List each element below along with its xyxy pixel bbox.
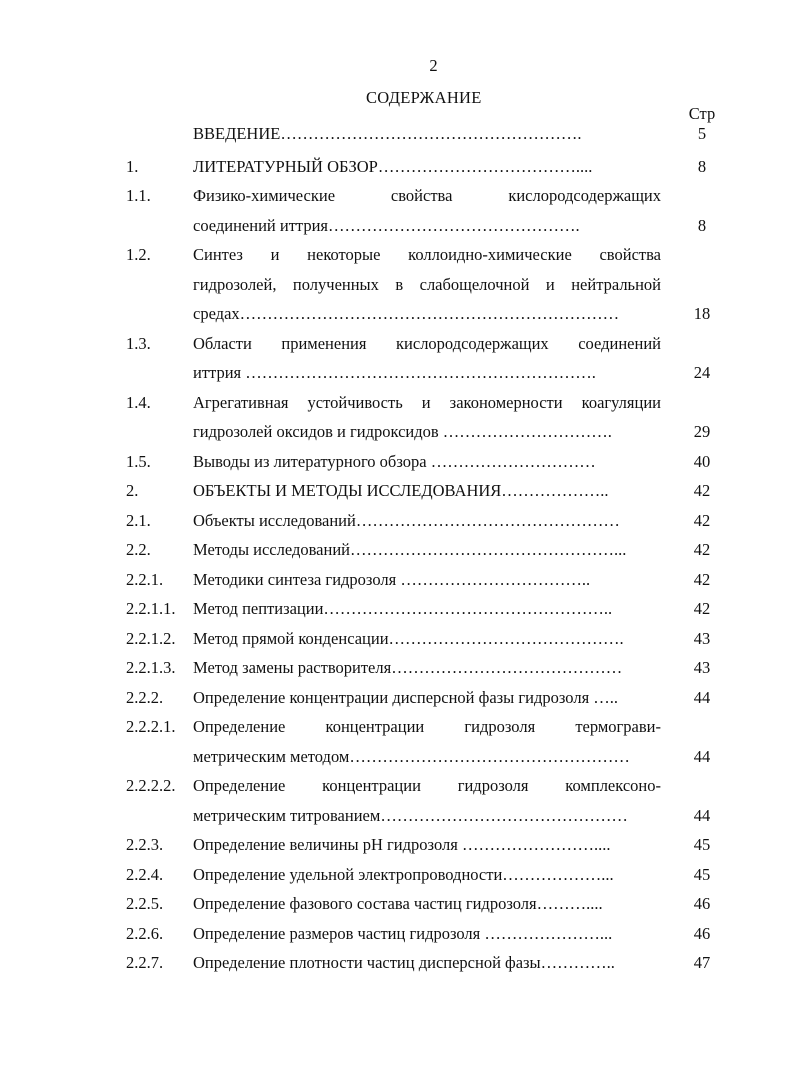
toc-entry-text-line2: иттрия ………………………………………………………. [193,363,596,382]
page-column-header: Стр [688,104,716,123]
toc-entry-page: 5 [697,124,707,143]
toc-entry-text: Определение удельной электропроводности………………... [193,865,614,884]
toc-entry-text-line1: Определение концентрации гидрозоля комплексоно- [193,776,661,795]
toc-entry-number: 1.3. [126,334,151,353]
toc-entry-page: 43 [693,658,711,677]
toc-entry-page: 42 [693,481,711,500]
toc-entry-page: 42 [693,599,711,618]
toc-entry-text: Выводы из литературного обзора ………………………… [193,452,596,471]
toc-entry-text-line1: Определение концентрации гидрозоля термограви- [193,717,661,736]
toc-entry-number: 2.2.1.3. [126,658,176,677]
toc-entry-number: 2.2.1. [126,570,164,589]
page-number: 2 [429,56,438,75]
toc-entry-text: ВВЕДЕНИЕ………………………………………………. [193,124,582,143]
toc-entry-page: 46 [693,924,711,943]
toc-entry-text: Определение фазового состава частиц гидрозоля……….... [193,894,603,913]
toc-entry-text-line1: Агрегативная устойчивость и закономерности коагуляции [193,393,661,412]
page-title: СОДЕРЖАНИЕ [366,88,482,107]
toc-entry-text: Определение размеров частиц гидрозоля …………………... [193,924,613,943]
toc-entry-page: 46 [693,894,711,913]
toc-entry-text-line2: средах…………………………………………………………… [193,304,620,323]
toc-entry-text: Определение плотности частиц дисперсной фазы………….. [193,953,615,972]
toc-entry-page: 24 [693,363,711,382]
toc-entry-number: 1.2. [126,245,151,264]
toc-entry-text: Определение концентрации дисперсной фазы гидрозоля ….. [193,688,619,707]
toc-entry-text: Метод замены растворителя…………………………………… [193,658,623,677]
toc-entry-number: 2.2.2.1. [126,717,176,736]
toc-entry-number: 2.2.1.1. [126,599,176,618]
toc-entry-number: 2.2.3. [126,835,164,854]
toc-entry-text-line1: Физико-химические свойства кислородсодержащих [193,186,661,205]
toc-entry-text: Определение величины pH гидрозоля …………………….... [193,835,611,854]
toc-entry-text-line1: Области применения кислородсодержащих соединений [193,334,661,353]
toc-entry-text: Метод прямой конденсации……………………………………. [193,629,624,648]
toc-entry-text: ЛИТЕРАТУРНЫЙ ОБЗОР……………………………….... [193,157,593,176]
toc-entry-text: ОБЪЕКТЫ И МЕТОДЫ ИССЛЕДОВАНИЯ……………….. [193,481,609,500]
toc-entry-page: 8 [697,216,707,235]
toc-entry-number: 1.1. [126,186,151,205]
toc-entry-text-line2: гидрозолей оксидов и гидроксидов …………………………. [193,422,612,441]
toc-entry-text-line1b: гидрозолей, полученных в слабощелочной и нейтральной [193,275,661,294]
toc-entry-page: 43 [693,629,711,648]
toc-entry-page: 45 [693,865,711,884]
toc-entry-page: 45 [693,835,711,854]
toc-entry-text: Методы исследований…………………………………………... [193,540,627,559]
toc-entry-page: 44 [693,747,711,766]
toc-entry-text: Методики синтеза гидрозоля …………………………….. [193,570,591,589]
toc-entry-text: Метод пептизации…………………………………………….. [193,599,613,618]
toc-entry-number: 2.2.4. [126,865,164,884]
toc-entry-page: 44 [693,806,711,825]
toc-entry-page: 44 [693,688,711,707]
toc-entry-number: 2.1. [126,511,151,530]
toc-entry-number: 2.2. [126,540,151,559]
toc-entry-page: 40 [693,452,711,471]
toc-entry-page: 42 [693,511,711,530]
toc-entry-text-line2: соединений иттрия………………………………………. [193,216,580,235]
toc-entry-number: 1.4. [126,393,151,412]
toc-entry-number: 2. [126,481,139,500]
toc-entry-text-line2: метрическим титрованием……………………………………… [193,806,628,825]
toc-entry-number: 2.2.2. [126,688,164,707]
toc-entry-number: 1. [126,157,139,176]
toc-entry-page: 47 [693,953,711,972]
toc-entry-number: 2.2.2.2. [126,776,176,795]
toc-entry-page: 8 [697,157,707,176]
toc-entry-text-line1: Синтез и некоторые коллоидно-химические свойства [193,245,661,264]
toc-entry-page: 42 [693,540,711,559]
toc-entry-number: 2.2.6. [126,924,164,943]
toc-entry-text: Объекты исследований………………………………………… [193,511,620,530]
toc-entry-number: 2.2.5. [126,894,164,913]
toc-entry-number: 1.5. [126,452,151,471]
toc-entry-text-line2: метрическим методом…………………………………………… [193,747,630,766]
toc-entry-page: 18 [693,304,711,323]
toc-entry-number: 2.2.7. [126,953,164,972]
toc-entry-page: 42 [693,570,711,589]
toc-entry-page: 29 [693,422,711,441]
toc-entry-number: 2.2.1.2. [126,629,176,648]
